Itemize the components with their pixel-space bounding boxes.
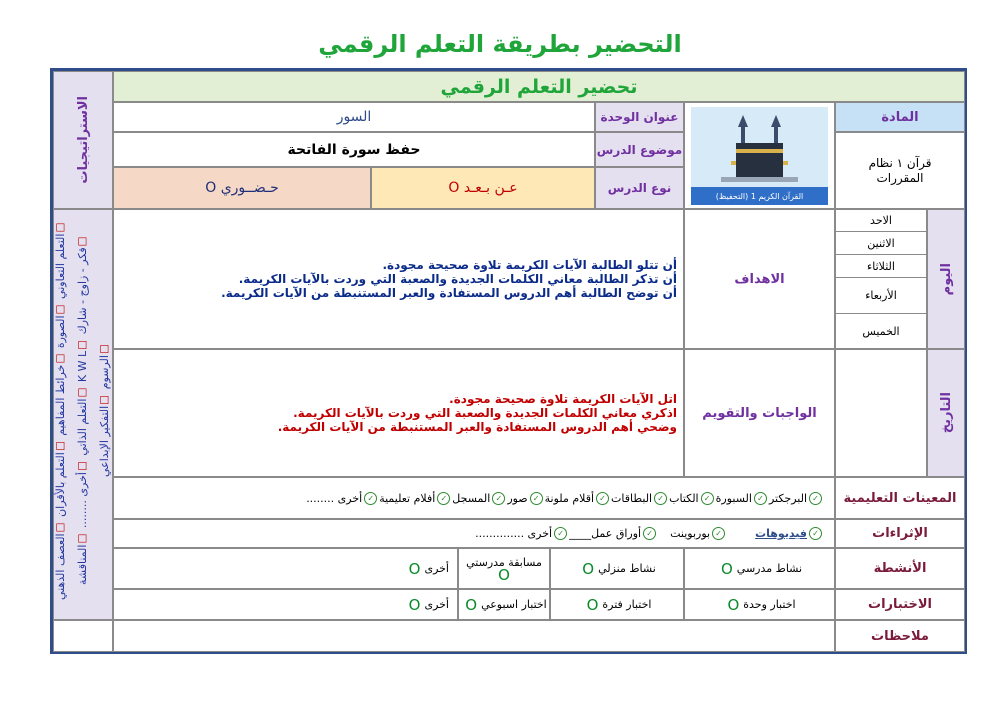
aid-option[interactable]: السبورة (715, 491, 752, 505)
homework-item: وضحي أهم الدروس المستفادة والعبر المستنبطة من الآيات الكريمة. (277, 420, 677, 434)
activity-other[interactable]: أخرى O (113, 548, 458, 589)
unit-value: السور (113, 102, 595, 132)
date-value[interactable] (835, 349, 927, 477)
homework-label: الواجبات والتقويم (684, 349, 835, 477)
notes-field[interactable] (113, 620, 835, 652)
unit-label: عنوان الوحدة (595, 102, 684, 132)
strategies-list: ☐التعلم التعاوني ☐الصورة ☐خرائط المفاهيم ☐التعلم بالأقران ☐العصف الذهني ☐فكر - زاوج - شارك ☐K W L ☐التعلم الذاتي ☐أخرى ........ ☐المناقشة ☐الرسوم ☐التفكير الإبداعي (53, 209, 113, 620)
date-label: التاريخ (927, 349, 965, 477)
goal-item: أن توضح الطالبة أهم الدروس المستفادة والعبر المستنبطة من الآيات الكريمة. (221, 286, 677, 300)
page-title: التحضير بطريقة التعلم الرقمي (318, 30, 682, 58)
homework-item: اتل الآيات الكريمة تلاوة صحيحة مجودة. (449, 392, 677, 406)
lesson-value: حفظ سورة الفاتحة (113, 132, 595, 167)
strategies-title: الاستراتيجيات (53, 71, 113, 209)
test-term[interactable]: اختبار فترة O (550, 589, 684, 620)
lesson-type-inperson[interactable]: حـضــوري O (113, 167, 371, 209)
strategies-footer (53, 620, 113, 652)
header-banner: تحضير التعلم الرقمي (113, 71, 965, 102)
aid-option[interactable]: المسجل (452, 491, 491, 505)
aid-option[interactable]: البرجكتر (768, 491, 807, 505)
kaaba-caption: القرآن الكريم 1 (التحفيظ) (691, 187, 828, 205)
lesson-type-label: نوع الدرس (595, 167, 684, 209)
homework-item: اذكري معاني الكلمات الجديدة والصعبة التي وردت بالآيات الكريمة. (293, 406, 677, 420)
aid-option[interactable]: أخرى ........ (306, 491, 363, 505)
aid-option[interactable]: البطاقات (611, 491, 653, 505)
test-unit[interactable]: اختبار وحدة O (684, 589, 835, 620)
subject-value: قرآن ١ نظام المقررات (835, 132, 965, 209)
aid-option[interactable]: صور (507, 491, 528, 505)
lesson-type-remote[interactable]: عـن بـعـد O (371, 167, 595, 209)
enrich-option[interactable]: بوربوينت (670, 527, 711, 540)
goal-item: أن تتلو الطالبة الآيات الكريمة تلاوة صحيحة مجودة. (382, 258, 677, 272)
enrich-content: ✓ فيديوهات ✓ بوربوينت ✓ أوراق عمل____ ✓ أخرى .............. (113, 519, 835, 548)
tests-label: الاختبارات (835, 589, 965, 620)
kaaba-image (684, 102, 835, 209)
activity-school[interactable]: نشاط مدرسي O (684, 548, 835, 589)
notes-label: ملاحظات (835, 620, 965, 652)
lesson-label: موضوع الدرس (595, 132, 684, 167)
day-thursday[interactable]: الخميس (862, 325, 900, 338)
homework-content (113, 349, 684, 477)
activity-contest[interactable]: مسابقة مدرستي O (458, 548, 550, 589)
day-tuesday[interactable]: الثلاثاء (835, 255, 927, 278)
day-monday[interactable]: الاثنين (835, 232, 927, 255)
aid-option[interactable]: الكتاب (669, 491, 699, 505)
enrich-option[interactable]: أخرى .............. (475, 527, 553, 540)
subject-label: المادة (835, 102, 965, 132)
enrich-label: الإثراءات (835, 519, 965, 548)
day-sunday[interactable]: الاحد (835, 209, 927, 232)
kaaba-illustration (691, 107, 828, 187)
test-other[interactable]: أخرى O (113, 589, 458, 620)
test-weekly[interactable]: اختبار اسبوعي O (458, 589, 550, 620)
day-label: اليوم (927, 209, 965, 349)
enrich-option[interactable]: أوراق عمل____ (569, 527, 642, 540)
goals-label: الاهداف (684, 209, 835, 349)
activity-home[interactable]: نشاط منزلي O (550, 548, 684, 589)
goals-content (113, 209, 684, 349)
day-wednesday[interactable]: الأربعاء (835, 278, 927, 314)
enrich-option[interactable]: فيديوهات (755, 527, 807, 540)
goal-item: أن تذكر الطالبة معاني الكلمات الجديدة والصعبة التي وردت بالآيات الكريمة. (238, 272, 677, 286)
aid-option[interactable]: أقلام ملونة (544, 491, 595, 505)
aids-content: ✓ البرجكتر ✓ السبورة ✓ الكتاب ✓ البطاقات ✓ أقلام ملونة ✓ صور ✓ المسجل ✓ أفلام تعليمية ✓ أخرى ........ (113, 477, 835, 519)
activities-label: الأنشطة (835, 548, 965, 589)
aids-label: المعينات التعليمية (835, 477, 965, 519)
aid-option[interactable]: أفلام تعليمية (379, 491, 436, 505)
